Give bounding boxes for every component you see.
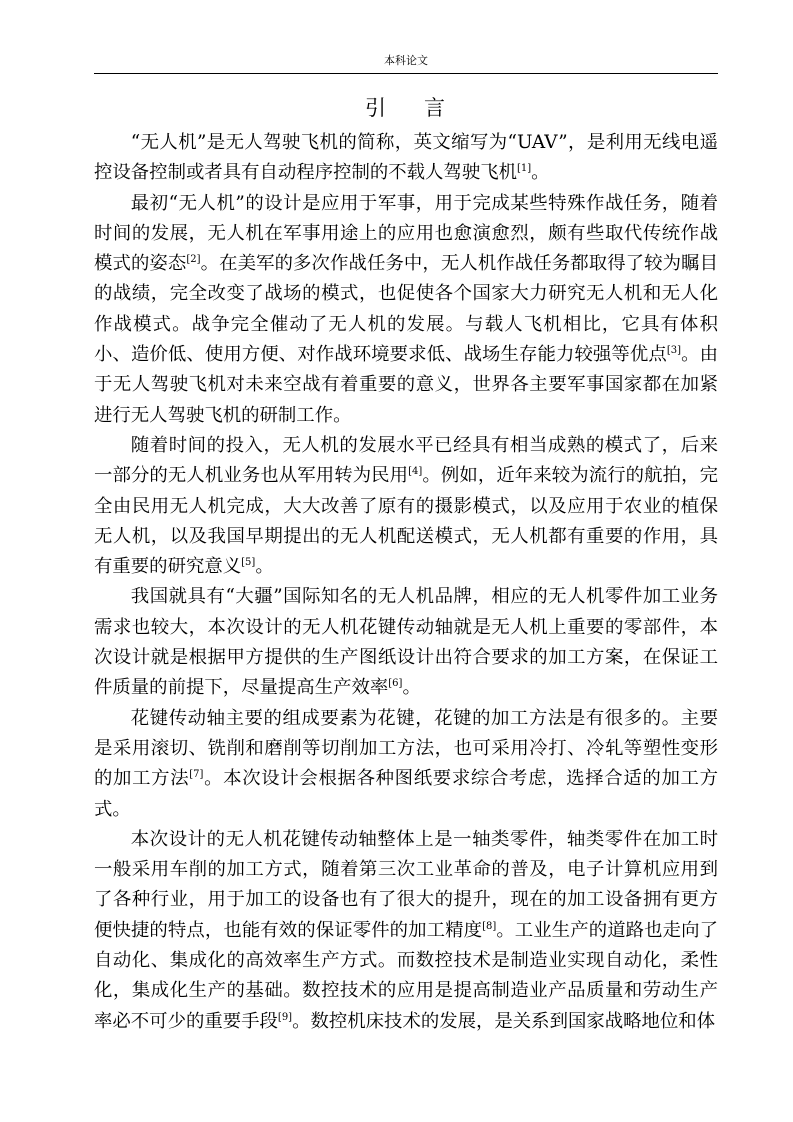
- text-span: 本次设计的无人机花键传动轴整体上是一轴类零件，轴类零件在加工时一般采用车削的加工方式，随着第三次工业革命的普及，电子计算机应用到了各种行业，用于加工的设备也有了很大的提升，现在的加工设备拥有更方便快捷的特点，也能有效的保证零件的加工精度: [94, 828, 718, 941]
- text-span: 我国就具有“大疆”国际知名的无人机品牌，相应的无人机零件加工业务需求也较大，本次设计的无人机花键传动轴就是无人机上重要的零部件，本次设计就是根据甲方提供的生产图纸设计出符合要求的加工方案，在保证工件质量的前提下，尽量提高生产效率: [94, 586, 718, 699]
- paragraph-2: [94, 189, 718, 431]
- citation-ref: [2]: [186, 254, 201, 266]
- citation-ref: [5]: [241, 557, 256, 569]
- citation-ref: [3]: [666, 345, 682, 357]
- section-title-char-1: 引: [365, 96, 388, 120]
- text-span: 最初“无人机”的设计是应用于军事，用于完成某些特殊作战任务，随着时间的发展，无人机在军事用途上的应用也愈演愈烈，颇有些取代传统作战模式的姿态: [94, 192, 718, 275]
- text-span: 。: [531, 162, 550, 184]
- running-header: 本科论文: [384, 54, 428, 67]
- paragraph-6: [94, 825, 718, 1037]
- text-span: 。: [402, 677, 421, 699]
- text-span: 。本次设计会根据各种图纸要求综合考虑，选择合适的加工方式。: [94, 768, 718, 820]
- text-span: 。数控机床技术的发展，是关系到国家战略地位和体: [292, 1010, 716, 1032]
- paragraph-4: [94, 582, 718, 703]
- header-rule: [94, 73, 718, 74]
- text-span: 。在美军的多次作战任务中，无人机作战任务都取得了较为瞩目的战绩，完全改变了战场的模式，也促使各个国家大力研究无人机和无人化作战模式。战争完全催动了无人机的发展。与载人飞机相比，它具有体积小、造价低、使用方便、对作战环境要求低、战场生存能力较强等优点: [94, 253, 718, 366]
- citation-ref: [8]: [482, 920, 497, 932]
- text-span: 。工业生产的道路也走向了自动化、集成化的高效率生产方式。而数控技术是制造业实现自动化，柔性化，集成化生产的基础。数控技术的应用是提高制造业产品质量和劳动生产率必不可少的重要手段: [94, 919, 718, 1032]
- paragraph-3: [94, 431, 718, 582]
- citation-ref: [6]: [388, 678, 403, 690]
- paragraph-1: [94, 128, 718, 189]
- body-text: [94, 128, 718, 1037]
- citation-ref: [1]: [517, 163, 532, 175]
- text-span: 。由于无人驾驶飞机对未来空战有着重要的意义，世界各主要军事国家都在加紧进行无人驾驶飞机的研制工作。: [94, 344, 718, 426]
- section-title: [94, 92, 718, 124]
- text-span: 。例如，近年来较为流行的航拍，完全由民用无人机完成，大大改善了原有的摄影模式，以及应用于农业的植保无人机，以及我国早期提出的无人机配送模式，无人机都有重要的作用，具有重要的研究意义: [94, 465, 718, 578]
- citation-ref: [9]: [277, 1011, 293, 1023]
- text-span: 。: [255, 556, 274, 578]
- text-span: 随着时间的投入，无人机的发展水平已经具有相当成熟的模式了，后来一部分的无人机业务也从军用转为民用: [94, 434, 718, 487]
- section-title-char-2: 言: [424, 96, 447, 120]
- text-span: “无人机”是无人驾驶飞机的简称，英文缩写为“UAV”，是利用无线电遥控设备控制或者具有自动程序控制的不载人驾驶飞机: [94, 132, 718, 184]
- paragraph-5: [94, 704, 718, 825]
- citation-ref: [7]: [189, 769, 204, 781]
- text-span: 花键传动轴主要的组成要素为花键，花键的加工方法是有很多的。主要是采用滚切、铣削和磨削等切削加工方法，也可采用冷打、冷轧等塑性变形的加工方法: [94, 707, 718, 790]
- citation-ref: [4]: [408, 466, 423, 478]
